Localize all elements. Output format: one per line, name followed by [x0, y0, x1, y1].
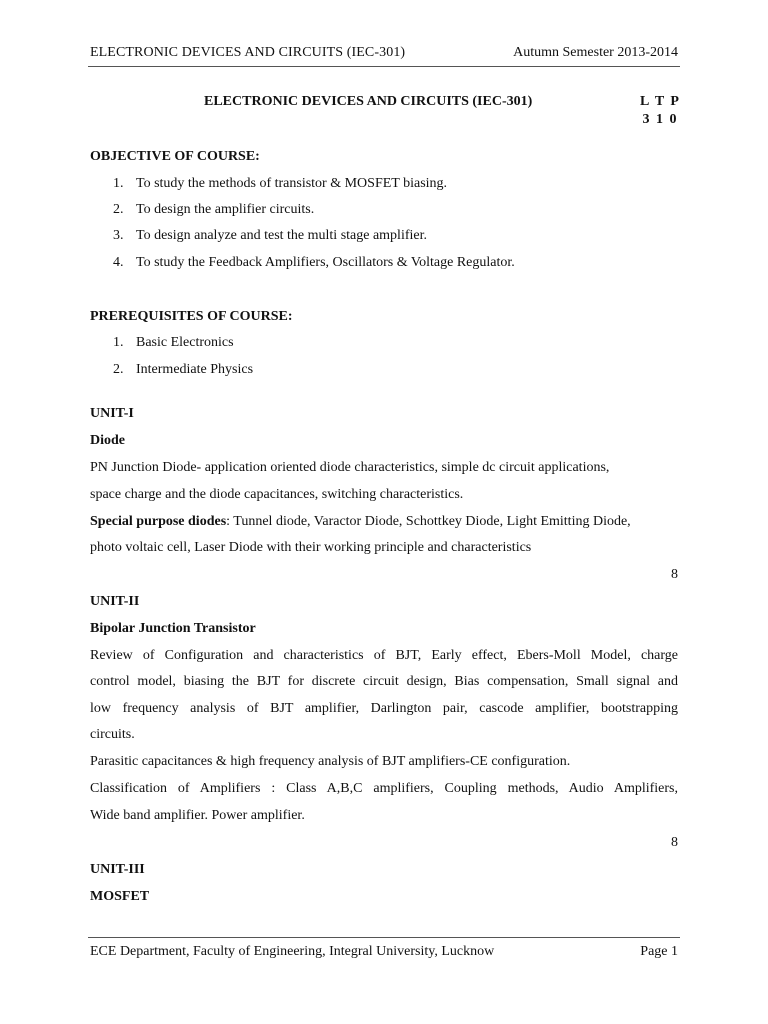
footer-rule: [88, 937, 680, 938]
special-diodes-list: : Tunnel diode, Varactor Diode, Schottkey Diode, Light Emitting Diode,: [226, 514, 631, 529]
objective-heading: OBJECTIVE OF COURSE:: [90, 149, 260, 164]
prerequisites-heading: PREREQUISITES OF COURSE:: [90, 309, 293, 324]
prerequisite-item: Basic Electronics: [136, 335, 234, 350]
unit2-text-line: Parasitic capacitances & high frequency analysis of BJT amplifiers-CE configuration.: [90, 754, 571, 769]
unit1-special-line: [90, 513, 631, 531]
unit1-text-line: PN Junction Diode- application oriented diode characteristics, simple dc circuit applications,: [90, 460, 610, 475]
objective-item: To design analyze and test the multi stage amplifier.: [136, 228, 427, 243]
unit2-text-line: Review of Configuration and characteristics of BJT, Early effect, Ebers-Moll Model, charge: [90, 648, 678, 663]
unit1-title: UNIT-I: [90, 406, 134, 421]
ltp-block: [640, 93, 681, 129]
unit2-title: UNIT-II: [90, 594, 140, 609]
unit3-subtitle: MOSFET: [90, 889, 150, 904]
unit2-text-line: Wide band amplifier. Power amplifier.: [90, 808, 305, 823]
special-diodes-label: Special purpose diodes: [90, 514, 227, 529]
objective-num: 2.: [113, 202, 124, 217]
objective-item: To design the amplifier circuits.: [136, 202, 315, 217]
page-number: Page 1: [640, 944, 678, 959]
unit3-title: UNIT-III: [90, 862, 145, 877]
header-semester: Autumn Semester 2013-2014: [513, 45, 678, 60]
unit1-hours: 8: [671, 567, 678, 582]
objective-num: 3.: [113, 228, 124, 243]
unit1-text-line: space charge and the diode capacitances, switching characteristics.: [90, 487, 464, 502]
header-course-name: ELECTRONIC DEVICES AND CIRCUITS (IEC-301): [90, 45, 406, 60]
unit1-text-line: photo voltaic cell, Laser Diode with their working principle and characteristics: [90, 540, 532, 555]
course-title: ELECTRONIC DEVICES AND CIRCUITS (IEC-301): [204, 94, 533, 109]
prerequisite-item: Intermediate Physics: [136, 362, 254, 377]
unit2-subtitle: Bipolar Junction Transistor: [90, 621, 256, 636]
unit2-hours: 8: [671, 835, 678, 850]
unit2-text-line: control model, biasing the BJT for discrete circuit design, Bias compensation, Small signal and: [90, 674, 678, 689]
prerequisite-num: 2.: [113, 362, 124, 377]
objective-num: 4.: [113, 255, 124, 270]
objective-item: To study the methods of transistor & MOSFET biasing.: [136, 176, 448, 191]
prerequisite-num: 1.: [113, 335, 124, 350]
ltp-values: 3 1 0: [642, 112, 678, 127]
unit1-subtitle: Diode: [90, 433, 125, 448]
ltp-label: L T P: [640, 94, 681, 109]
objective-num: 1.: [113, 176, 124, 191]
objective-item: To study the Feedback Amplifiers, Oscillators & Voltage Regulator.: [136, 255, 515, 270]
footer-department: ECE Department, Faculty of Engineering, Integral University, Lucknow: [90, 944, 495, 959]
unit2-text-line: low frequency analysis of BJT amplifier, Darlington pair, cascode amplifier, bootstrapping: [90, 701, 678, 716]
header-rule: [88, 66, 680, 67]
unit2-text-line: circuits.: [90, 727, 135, 742]
unit2-text-line: Classification of Amplifiers : Class A,B,C amplifiers, Coupling methods, Audio Amplifiers,: [90, 781, 678, 796]
